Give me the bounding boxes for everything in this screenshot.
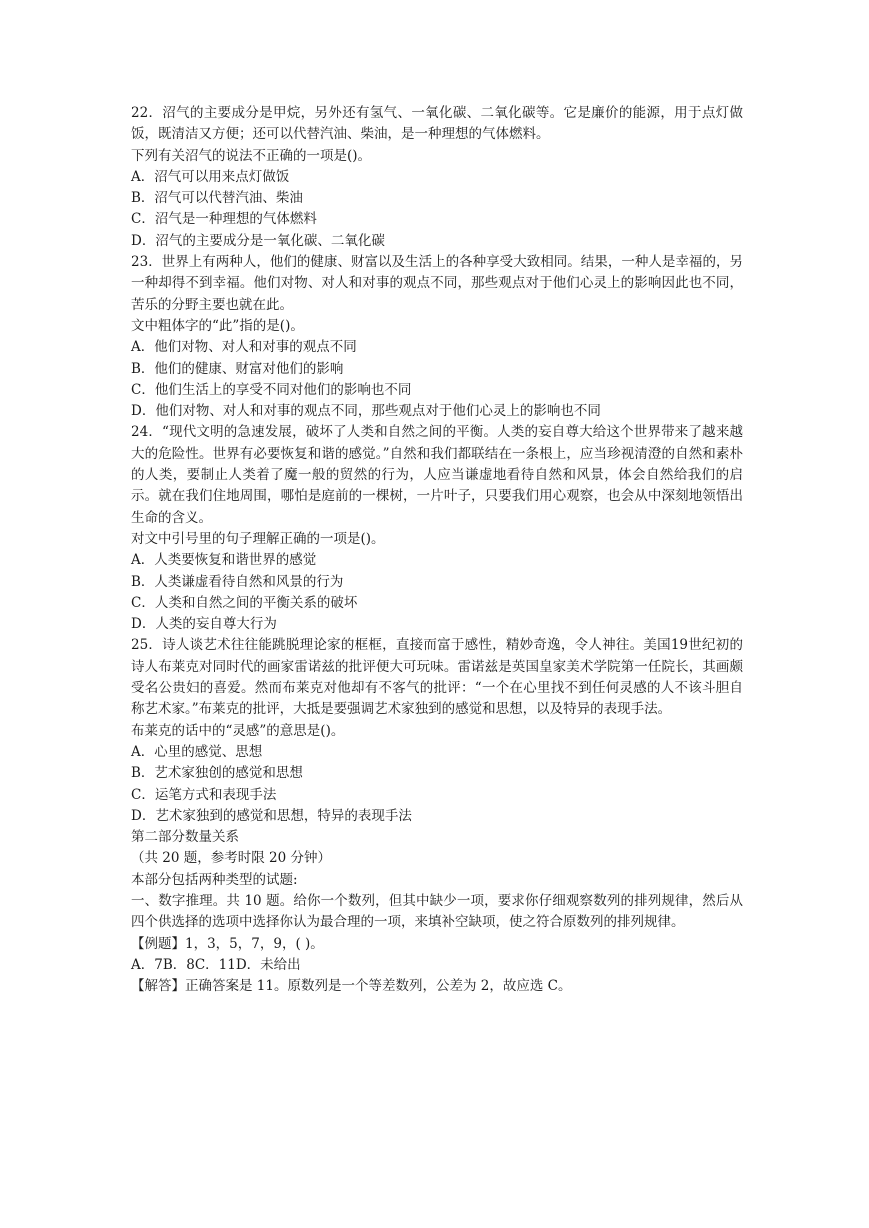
- part2-example: 【例题】1，3，5，7，9，( )。: [131, 935, 324, 952]
- q22-option-d: D．沼气的主要成分是一氧化碳、二氧化碳: [131, 232, 385, 249]
- part2-section1: 一、数字推理。共 10 题。给你一个数列，但其中缺少一项，要求你仔细观察数列的排列规律，然后从四个供选择的选项中选择你认为最合理的一项，来填补空缺项，使之符合原数列的排列规律。: [131, 892, 743, 931]
- q24-option-b: B．人类谦虚看待自然和风景的行为: [131, 573, 344, 590]
- q22-question: 下列有关沼气的说法不正确的一项是()。: [131, 147, 372, 164]
- q22-option-a: A．沼气可以用来点灯做饭: [131, 168, 290, 185]
- q23-option-c: C．他们生活上的享受不同对他们的影响也不同: [131, 381, 412, 398]
- part2-example-options: A．7B．8C．11D．未给出: [131, 956, 301, 973]
- part2-note: （共 20 题，参考时限 20 分钟）: [131, 850, 332, 867]
- q22-option-b: B．沼气可以代替汽油、柴油: [131, 190, 303, 207]
- q25-option-b: B．艺术家独创的感觉和思想: [131, 765, 303, 782]
- q24-question: 对文中引号里的句子理解正确的一项是()。: [131, 530, 385, 547]
- q23-question: 文中粗体字的“此”指的是()。: [131, 317, 304, 334]
- q23-option-b: B．他们的健康、财富对他们的影响: [131, 360, 344, 377]
- q25-option-c: C．运笔方式和表现手法: [131, 786, 277, 803]
- q22-passage: 22．沼气的主要成分是甲烷，另外还有氢气、一氧化碳、二氧化碳等。它是廉价的能源，用于点灯做饭，既清洁又方便；还可以代替汽油、柴油，是一种理想的气体燃料。: [131, 105, 743, 143]
- q24-option-a: A．人类要恢复和谐世界的感觉: [131, 552, 317, 569]
- q24-option-c: C．人类和自然之间的平衡关系的破坏: [131, 594, 358, 611]
- q23-passage: 23．世界上有两种人，他们的健康、财富以及生活上的各种享受大致相同。结果，一种人是幸福的，另一种却得不到幸福。他们对物、对人和对事的观点不同，那些观点对于他们心灵上的影响因此也不同，苦乐的分野主要也就在此。: [131, 254, 743, 313]
- q25-option-d: D．艺术家独到的感觉和思想，特异的表现手法: [131, 807, 412, 824]
- q22-option-c: C．沼气是一种理想的气体燃料: [131, 211, 317, 228]
- q23-option-d: D．他们对物、对人和对事的观点不同，那些观点对于他们心灵上的影响也不同: [131, 403, 601, 420]
- document-page: [131, 103, 743, 997]
- q25-option-a: A．心里的感觉、思想: [131, 743, 263, 760]
- part2-answer: 【解答】正确答案是 11。原数列是一个等差数列，公差为 2，故应选 C。: [131, 978, 572, 995]
- q23-option-a: A．他们对物、对人和对事的观点不同: [131, 339, 357, 356]
- q25-question: 布莱克的话中的“灵感”的意思是()。: [131, 722, 345, 739]
- part2-intro: 本部分包括两种类型的试题:: [131, 871, 298, 888]
- q24-option-d: D．人类的妄自尊大行为: [131, 616, 277, 633]
- q25-passage: 25．诗人谈艺术往往能跳脱理论家的框框，直接而富于感性，精妙奇逸，令人神往。美国19世纪初的诗人布莱克对同时代的画家雷诺兹的批评便大可玩味。雷诺兹是英国皇家美术学院第一任院长，其画颇受名公贵妇的喜爱。然而布莱克对他却有不客气的批评：“一个在心里找不到任何灵感的人不该斗胆自称艺术家。”布莱克的批评，大抵是要强调艺术家独到的感觉和思想，以及特异的表现手法。: [131, 637, 743, 718]
- q24-passage: 24．“现代文明的急速发展，破坏了人类和自然之间的平衡。人类的妄自尊大给这个世界带来了越来越大的危险性。世界有必要恢复和谐的感觉。”自然和我们都联结在一条根上，应当珍视清澄的自然和素朴的人类，要制止人类着了魔一般的贸然的行为，人应当谦虚地看待自然和风景，体会自然给我们的启示。就在我们住地周围，哪怕是庭前的一棵树，一片叶子，只要我们用心观察，也会从中深刻地领悟出生命的含义。: [131, 424, 743, 526]
- part2-title: 第二部分数量关系: [131, 829, 239, 846]
